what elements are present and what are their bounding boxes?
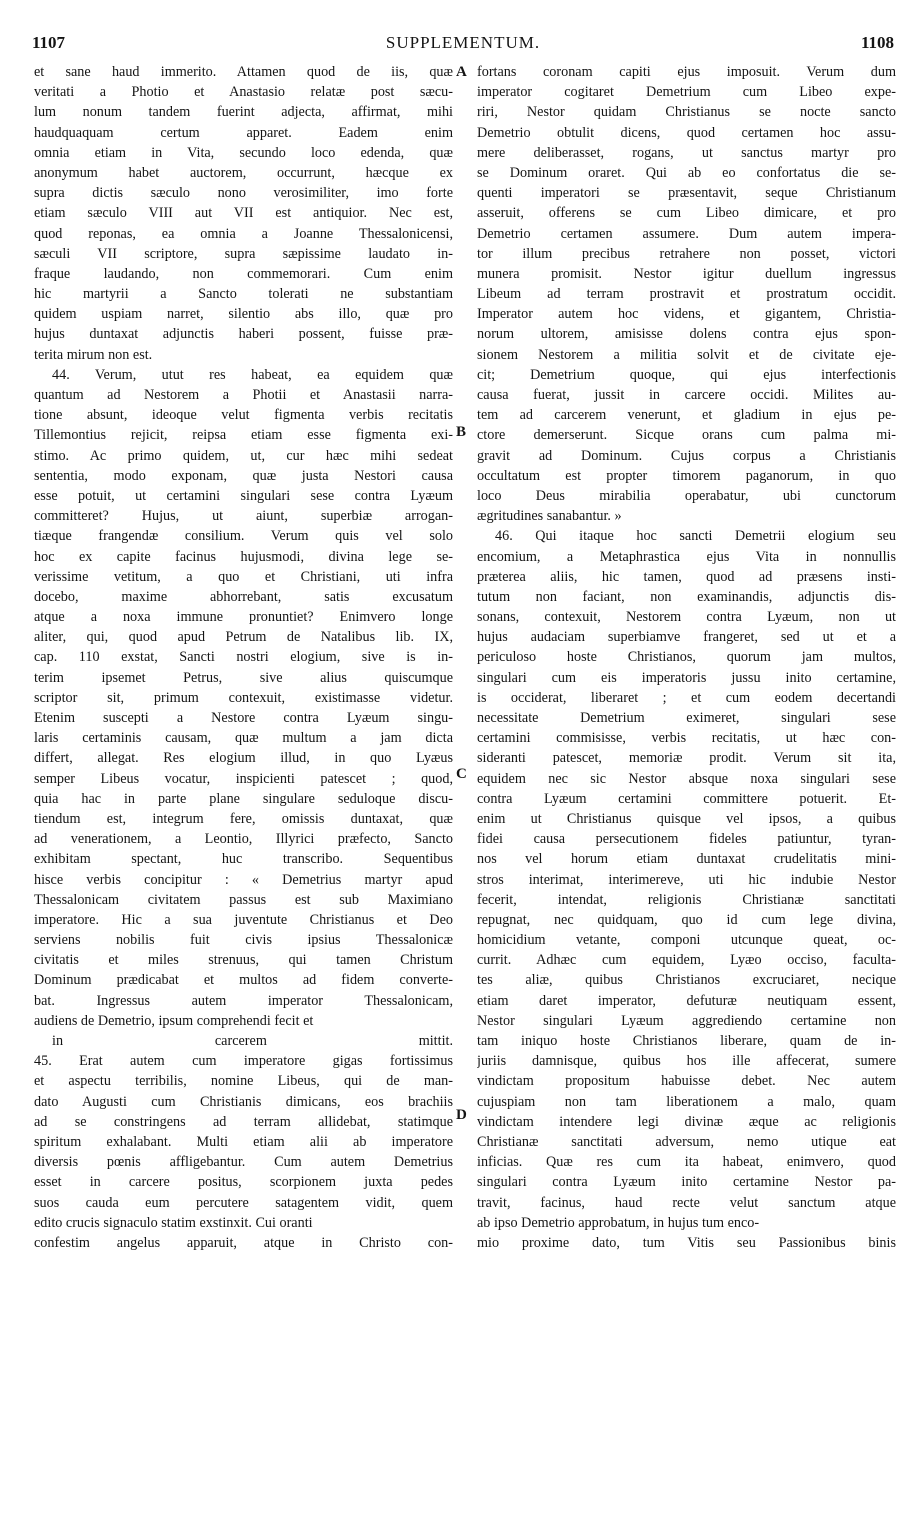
text-line: verissime vetitum, a quo et Christiani, uti infra bbox=[34, 568, 453, 585]
text-line: singulari contra Lyæum inito certamine Nestor pa- bbox=[477, 1174, 896, 1191]
text-line: cap. 110 exstat, Sancti nostri elogium, sive is in- bbox=[34, 649, 453, 666]
text-line: atque a noxa immune pronuntiet? Enimvero longe bbox=[34, 609, 453, 626]
text-line: ad venerationem, a Leontio, Illyrici præfecto, Sancto bbox=[34, 831, 453, 848]
text-line: haudquaquam certum apparet. Eadem enim bbox=[34, 124, 453, 141]
text-line: cit; Demetrium quoque, qui ejus interfectionis bbox=[477, 366, 896, 383]
text-line: quenti imperatori se præsentavit, seque Christianum bbox=[477, 185, 896, 202]
text-line: fidei causa persecutionem fideles patiuntur, tyran- bbox=[477, 831, 896, 848]
text-line: equidem nec sic Nestor absque noxa singulari sese bbox=[477, 770, 896, 787]
text-line: semper Libeus vocatur, inspicienti patescet ; quod, bbox=[34, 770, 453, 787]
text-line: scriptor sit, primum contexuit, existimasse videtur. bbox=[34, 689, 453, 706]
text-line: hujus duntaxat adjunctis haberi possent, fuisse præ- bbox=[34, 326, 453, 343]
margin-marker-a: A bbox=[456, 64, 467, 80]
text-line: fecerit, intendat, religionis Christianæ sanctitati bbox=[477, 891, 896, 908]
text-line: Tillemontius rejicit, reipsa etiam esse figmenta exi- bbox=[34, 427, 453, 444]
text-line: bat. Ingressus autem imperator Thessalonicam, bbox=[34, 992, 453, 1009]
text-line: Libeum ad terram prostravit et prostratum occidit. bbox=[477, 286, 896, 303]
text-line: munera promisit. Nestor igitur duellum ingressus bbox=[477, 265, 896, 282]
margin-marker-c: C bbox=[456, 766, 467, 782]
text-line: Etenim suscepti a Nestore contra Lyæum singu- bbox=[34, 710, 453, 726]
text-line: serviens nobilis fuit civis ipsius Thessalonicæ bbox=[34, 932, 453, 949]
text-line: Nestor singulari Lyæum aggrediendo certamine non bbox=[477, 1012, 896, 1029]
page-number-right: 1108 bbox=[860, 33, 894, 52]
text-line: præterea aliis, hic tamen, quod ad præsens insti- bbox=[477, 568, 896, 585]
text-line: confestim angelus apparuit, atque in Christo con- bbox=[34, 1234, 453, 1251]
text-line: sideranti patescet, memoriæ prodit. Verum sit ita, bbox=[477, 750, 896, 767]
text-line: et aspectu terribilis, nomine Libeus, qui de man- bbox=[34, 1073, 453, 1090]
text-line: quidem uspiam narret, silentio abs illo, quæ pro bbox=[34, 306, 453, 323]
text-line: in carcerem mittit. bbox=[52, 1033, 453, 1049]
page-number-left: 1107 bbox=[32, 33, 66, 52]
text-line: suos cauda eum percutere satagentem vidit, quem bbox=[34, 1194, 453, 1211]
text-line: travit, facinus, haud recte velut sanctum atque bbox=[477, 1194, 896, 1211]
text-line: civitatis et miles strenuus, qui tamen Christum bbox=[34, 952, 453, 969]
text-line: imperator cogitaret Demetrium cum Libeo expe- bbox=[477, 84, 896, 101]
text-line: tem ad carcerem venerunt, et gladium in ejus pe- bbox=[477, 407, 896, 424]
text-line: vindictam propositum habuisse debet. Nec autem bbox=[477, 1073, 896, 1090]
text-line: quia hac in parte plane singulare seduloque discu- bbox=[34, 790, 453, 807]
text-line: currit. Adhæc cum equidem, Lyæo occiso, faculta- bbox=[477, 952, 896, 969]
text-line: imperatore. Hic a sua juventute Christianus et Deo bbox=[34, 911, 453, 928]
text-line: nos vel horum etiam duntaxat crudelitatis mini- bbox=[477, 851, 896, 868]
text-line: 45. Erat autem cum imperatore gigas fortissimus bbox=[34, 1053, 453, 1070]
text-line: docebo, maxime abhorrebant, satis excusatum bbox=[34, 588, 453, 605]
text-line: hisce verbis concipitur : « Demetrius martyr apud bbox=[34, 871, 453, 888]
text-line: anonymum habet auctorem, occurrunt, hæcque ex bbox=[34, 164, 453, 181]
text-line: ctore demerserunt. Sicque orans cum palma mi- bbox=[477, 427, 896, 444]
text-line: repugnat, nec quidquam, quo id cum lege divina, bbox=[477, 911, 896, 928]
left-column bbox=[34, 62, 453, 1253]
text-line: sonans, contexuit, Nestorem contra Lyæum, non ut bbox=[477, 609, 896, 626]
right-column bbox=[477, 62, 896, 1253]
text-line: ægritudines sanabantur. » bbox=[477, 508, 622, 525]
text-line: cujuspiam non tam liberationem a malo, quam bbox=[477, 1093, 896, 1110]
text-line: vindictam intendere legi divinæ æque ac religionis bbox=[477, 1113, 896, 1130]
text-line: sententia, modo exponam, quæ justa Nestori causa bbox=[34, 467, 453, 484]
text-line: diversis pœnis affligebantur. Cum autem Demetrius bbox=[34, 1154, 453, 1171]
text-line: audiens de Demetrio, ipsum comprehendi fecit et bbox=[34, 1012, 314, 1029]
text-line: ad se constringens ad terram allidebat, statimque bbox=[34, 1113, 453, 1130]
text-line: quod reponas, ea omnia a Joanne Thessalonicensi, bbox=[34, 225, 453, 242]
text-line: encomium, a Metaphrastica ejus Vita in nonnullis bbox=[477, 548, 896, 565]
text-line: homicidium vetante, componi utcunque queat, oc- bbox=[477, 932, 896, 949]
text-line: esse potuit, ut certamini singulari sese contra Lyæum bbox=[34, 487, 453, 504]
text-line: spiritum exhalabant. Multi etiam alii ab imperatore bbox=[34, 1133, 453, 1150]
text-line: 46. Qui itaque hoc sancti Demetrii elogium seu bbox=[495, 528, 896, 545]
text-line: se Dominum oraret. Qui ab eo confortatus die se- bbox=[477, 164, 896, 181]
text-line: terim ipsemet Petrus, sive alius quiscumque bbox=[34, 669, 453, 686]
text-line: esset in carcere positus, scorpionem juxta pedes bbox=[34, 1174, 453, 1191]
running-title: SUPPLEMENTUM. bbox=[385, 33, 541, 52]
text-line: periculoso hoste Christianos, quorum jam multos, bbox=[477, 649, 896, 666]
text-line: quantum ad Nestorem a Photii et Anastasii narra- bbox=[34, 387, 453, 403]
text-line: Demetrio obtulit dicens, quod certamen hoc assu- bbox=[477, 124, 896, 141]
text-line: hoc ex capite facinus hujusmodi, divina lege se- bbox=[34, 548, 453, 565]
text-line: singulari cum eis imperatoris jussu inito certamine, bbox=[477, 669, 896, 686]
text-line: tiæque frangendæ consilium. Verum quis vel solo bbox=[34, 528, 453, 545]
text-line: riri, Nestor quidam Christianus se nocte sancto bbox=[477, 104, 896, 121]
text-line: committeret? Hujus, ut aiunt, superbiæ arrogan- bbox=[34, 508, 453, 525]
text-line: tutum non faciant, non examinandis, adjunctis dis- bbox=[477, 588, 896, 605]
text-line: is occiderat, liberaret ; et cum eodem decertandi bbox=[477, 689, 896, 706]
text-line: sionem Nestorem a militia solvit et de civitate eje- bbox=[477, 346, 896, 363]
text-line: hic martyrii a Sancto tolerati ne substantiam bbox=[34, 286, 453, 303]
text-line: asseruit, offerens se cum Libeo dimicare, et pro bbox=[477, 205, 896, 222]
margin-marker-d: D bbox=[456, 1107, 467, 1123]
text-line: contra Lyæum certamini committere potuerit. Et- bbox=[477, 790, 896, 807]
text-line: omnia etiam in Vita, secundo loco edenda, quæ bbox=[34, 144, 453, 161]
text-line: fraque laudando, non commemorari. Cum enim bbox=[34, 265, 453, 282]
text-line: exhibitam spectant, huc transcribo. Sequentibus bbox=[34, 851, 453, 868]
text-line: Christianæ sanctitati adversum, nemo utique eat bbox=[477, 1133, 896, 1150]
text-line: ab ipso Demetrio approbatum, in hujus tum enco- bbox=[477, 1214, 760, 1231]
margin-marker-b: B bbox=[456, 424, 467, 440]
text-line: tor illum precibus retrahere non posset, victori bbox=[477, 245, 896, 262]
text-line: dato Augusti cum Christianis dimicans, eos brachiis bbox=[34, 1093, 453, 1110]
text-line: inficias. Quæ res cum ita habeat, enimvero, quod bbox=[477, 1154, 896, 1171]
text-line: tiendum est, integrum fere, omissis duntaxat, quæ bbox=[34, 810, 453, 827]
text-line: causa fuerat, jussit in carcere occidi. Milites au- bbox=[477, 387, 896, 403]
text-line: edito crucis signaculo statim exstinxit. Cui oranti bbox=[34, 1214, 313, 1231]
text-line: mere deliberasset, rogans, ut sanctus martyr pro bbox=[477, 144, 896, 161]
text-line: laris certaminis causam, quæ multum a jam dicta bbox=[34, 730, 453, 747]
text-line: Imperator autem hoc videns, et gigantem, Christia- bbox=[477, 306, 896, 323]
text-line: etiam daret imperator, defuturæ neutiquam essent, bbox=[477, 992, 896, 1009]
text-line: loco Deus mirabilia operabatur, ubi cunctorum bbox=[477, 487, 896, 504]
text-line: etiam sæculo VIII aut VII est antiquior. Nec est, bbox=[34, 205, 453, 222]
text-line: sæculi VII scriptore, supra sæpissime laudato in- bbox=[34, 245, 453, 262]
text-line: hujus audaciam superbiamve frangeret, sed ut et a bbox=[477, 629, 896, 646]
text-line: Demetrio certamen assumere. Dum autem impera- bbox=[477, 225, 896, 242]
text-line: gravit ad Dominum. Cujus corpus a Christianis bbox=[477, 447, 896, 464]
text-line: fortans coronam capiti ejus imposuit. Verum dum bbox=[477, 64, 896, 80]
text-line: Thessalonicam civitatem passus est sub Maximiano bbox=[34, 891, 453, 908]
text-line: 44. Verum, utut res habeat, ea equidem quæ bbox=[52, 366, 453, 383]
text-line: certamini commisisse, verbis recitatis, ut hæc con- bbox=[477, 730, 896, 747]
text-line: aliter, qui, quod apud Petrum de Natalibus lib. IX, bbox=[34, 629, 453, 646]
text-line: juriis damnisque, quibus hos ille affecerat, sumere bbox=[477, 1053, 896, 1070]
text-line: terita mirum non est. bbox=[34, 346, 153, 363]
text-line: necessitate Demetrium eximeret, singulari sese bbox=[477, 710, 896, 726]
text-line: supra dictis sæculo nono verosimiliter, imo forte bbox=[34, 185, 453, 202]
text-line: tes aliæ, quibus Christianos excruciaret, necique bbox=[477, 972, 896, 989]
text-line: differt, allegat. Res elogium illud, in quo Lyæus bbox=[34, 750, 453, 767]
text-line: veritati a Photio et Anastasio relatæ post sæcu- bbox=[34, 84, 453, 101]
text-line: stros interimat, interimereve, uti hic indubie Nestor bbox=[477, 871, 896, 888]
text-line: enim ut Christianus quisque vel ipsos, a quibus bbox=[477, 810, 896, 827]
text-line: tam iniquo hoste Christianos liberare, quam de in- bbox=[477, 1033, 896, 1049]
text-line: lum nonum tandem fuerint adjecta, affirmat, mihi bbox=[34, 104, 453, 121]
text-line: mio proxime dato, tum Vitis seu Passionibus binis bbox=[477, 1234, 896, 1251]
page-header bbox=[32, 33, 894, 55]
text-line: et sane haud immerito. Attamen quod de iis, quæ bbox=[34, 64, 453, 80]
text-line: occultatum est propter timorem paganorum, in quo bbox=[477, 467, 896, 484]
text-line: Dominum prædicabat et multos ad fidem converte- bbox=[34, 972, 453, 989]
text-line: tione absunt, ideoque velut figmenta verbis recitatis bbox=[34, 407, 453, 424]
text-line: stimo. Ac primo quidem, ut, cur hæc mihi sedeat bbox=[34, 447, 453, 464]
text-line: norum ultorem, amisisse dolens contra ejus spon- bbox=[477, 326, 896, 343]
